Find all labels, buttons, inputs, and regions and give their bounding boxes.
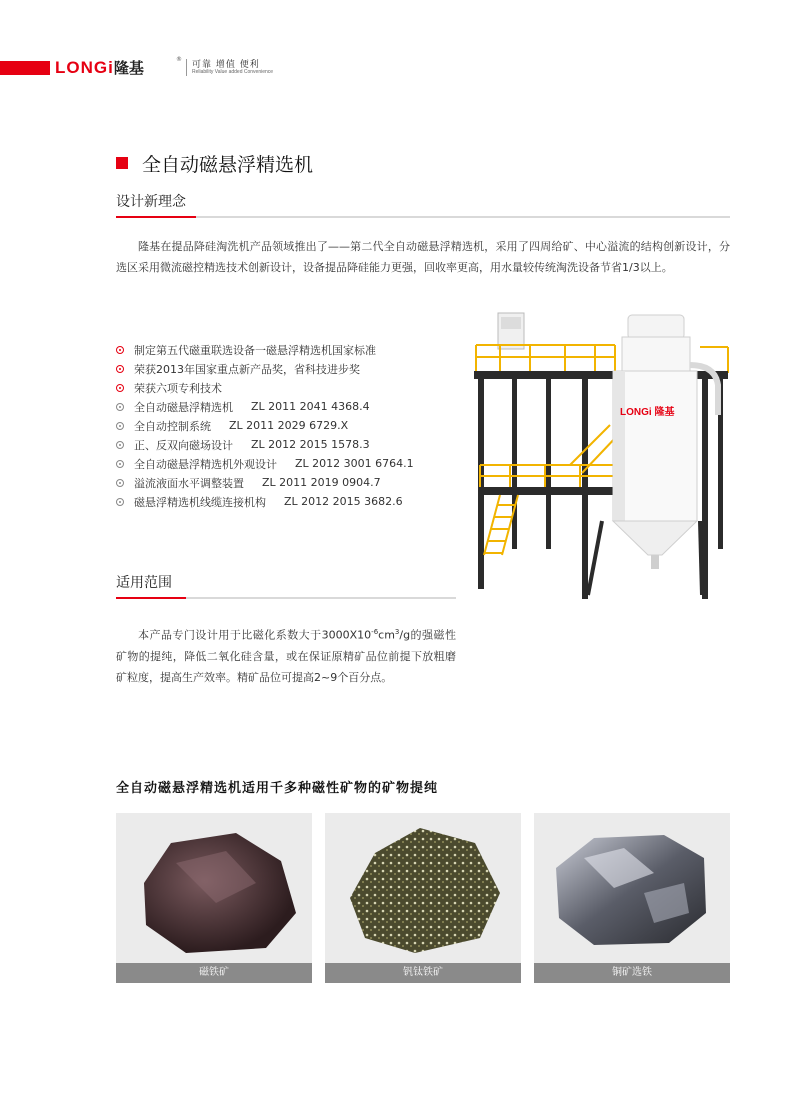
mineral-card-copper — [534, 813, 730, 983]
header-divider — [186, 59, 187, 76]
bullet-icon — [116, 422, 124, 430]
machine-illustration — [470, 305, 732, 605]
patent-number: ZL 2012 2015 3682.6 — [284, 495, 403, 508]
mineral-caption: 铜矿选铁 — [534, 963, 730, 983]
achievement-item — [116, 359, 414, 378]
mineral-caption: 钒钛铁矿 — [325, 963, 521, 983]
patent-number: ZL 2011 2041 4368.4 — [251, 400, 370, 413]
achievement-item — [116, 435, 414, 454]
achievement-text: 磁悬浮精选机线缆连接机构 — [134, 495, 266, 509]
design-heading: 设计新理念 — [116, 194, 186, 210]
application-heading-accent — [116, 597, 186, 599]
tank-cone — [613, 521, 697, 555]
achievement-text: 荣获六项专利技术 — [134, 381, 222, 395]
mineral-caption: 磁铁矿 — [116, 963, 312, 983]
header-accent-bar — [0, 61, 50, 75]
achievement-item — [116, 492, 414, 511]
achievement-item — [116, 378, 414, 397]
mineral-card-vanadium-titanium — [325, 813, 521, 983]
bullet-icon — [116, 460, 124, 468]
achievement-item — [116, 454, 414, 473]
achievement-text: 荣获2013年国家重点新产品奖，省科技进步奖 — [134, 362, 360, 376]
application-heading: 适用范围 — [116, 575, 172, 591]
page-title: 全自动磁悬浮精选机 — [142, 154, 314, 176]
bullet-icon — [116, 346, 124, 354]
achievement-text: 正、反双向磁场设计 — [134, 438, 233, 452]
bullet-icon — [116, 403, 124, 411]
registered-mark: ® — [176, 56, 182, 63]
achievement-text: 全自动控制系统 — [134, 419, 211, 433]
application-paragraph: 本产品专门设计用于比磁化系数大于$3000X10^{-6}cm^3/g$的强磁性矿物的提纯，降低二氧化硅含量，或在保证原精矿品位前提下放粗磨矿粒度，提高生产效率。精矿品位可提高2~9个百分点。 — [116, 628, 456, 684]
tank-top-cap — [628, 315, 684, 339]
mineral-card-magnetite — [116, 813, 312, 983]
patent-number: ZL 2011 2019 0904.7 — [262, 476, 381, 489]
design-paragraph: 隆基在提品降硅淘洗机产品领域推出了——第二代全自动磁悬浮精选机，采用了四周给矿、中心溢流的结构创新设计，分选区采用微流磁控精选技术创新设计，设备提品降硅能力更强，回收率更高，用水量较传统淘洗设备节省1/3以上。 — [116, 240, 730, 274]
achievement-text: 全自动磁悬浮精选机 — [134, 400, 233, 414]
discharge-valve — [651, 555, 659, 569]
patent-number: ZL 2012 2015 1578.3 — [251, 438, 370, 451]
copper-ore-image — [534, 813, 730, 963]
tank-shading — [613, 371, 625, 521]
design-heading-accent — [116, 216, 196, 218]
bullet-icon — [116, 479, 124, 487]
brand-logo: LONGi隆基 — [55, 58, 144, 77]
achievements-list — [116, 340, 414, 511]
brand-slogan-en: Reliability Value added Convenience — [192, 69, 274, 75]
patent-number: ZL 2012 3001 6764.1 — [295, 457, 414, 470]
brand-slogan: 可靠 增值 便利 — [192, 60, 260, 70]
patent-number: ZL 2011 2029 6729.X — [229, 419, 349, 432]
title-marker — [116, 157, 128, 169]
control-panel — [501, 317, 521, 329]
lower-deck — [478, 487, 614, 495]
achievement-item — [116, 416, 414, 435]
tank-brand-label: LONGi 隆基 — [620, 407, 675, 418]
bullet-icon — [116, 498, 124, 506]
tank-upper-section — [622, 337, 690, 371]
main-tank — [613, 371, 697, 521]
achievement-text: 全自动磁悬浮精选机外观设计 — [134, 457, 277, 471]
bullet-icon — [116, 441, 124, 449]
vanadium-titanium-magnetite-image — [325, 813, 521, 963]
bullet-icon — [116, 365, 124, 373]
design-heading-rule — [116, 216, 730, 218]
bullet-icon — [116, 384, 124, 392]
achievement-item — [116, 473, 414, 492]
achievement-item — [116, 340, 414, 359]
magnetite-ore-image — [116, 813, 312, 963]
minerals-title: 全自动磁悬浮精选机适用千多种磁性矿物的矿物提纯 — [116, 781, 439, 796]
achievement-text: 溢流液面水平调整装置 — [134, 476, 244, 490]
achievement-item — [116, 397, 414, 416]
achievement-text: 制定第五代磁重联选设备一磁悬浮精选机国家标准 — [134, 343, 376, 357]
